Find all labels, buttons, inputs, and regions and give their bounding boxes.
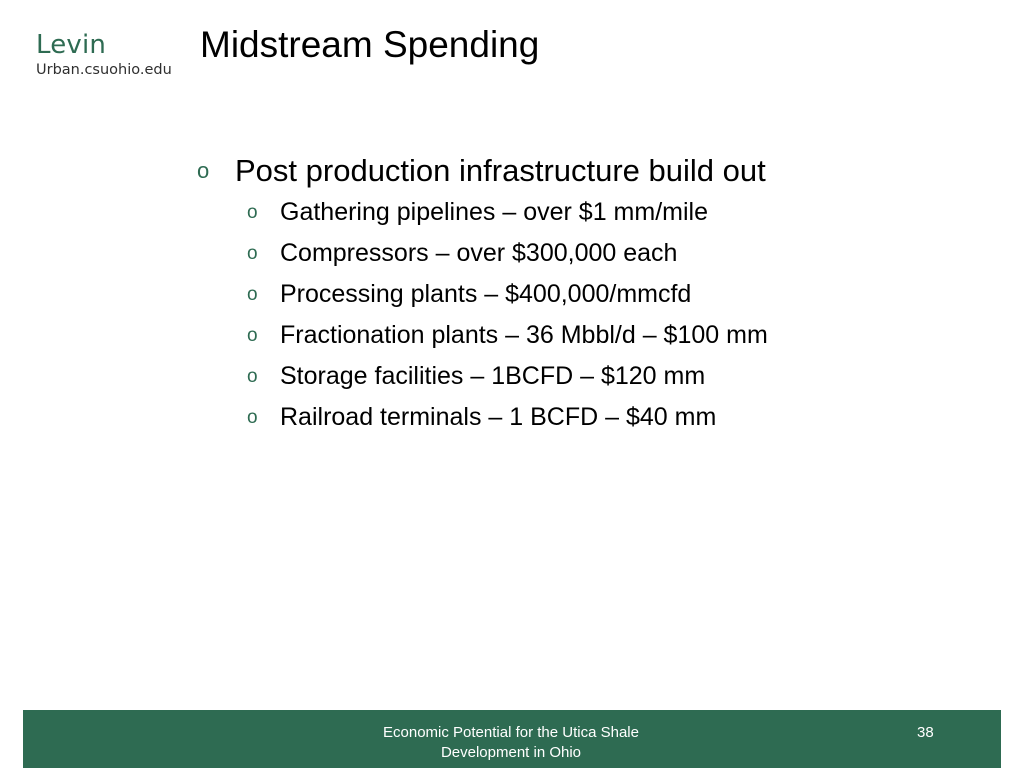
bullet-marker-icon: o: [247, 201, 258, 223]
sub-bullet-item: [247, 274, 768, 315]
sub-bullet-text: Compressors – over $300,000 each: [280, 239, 678, 267]
bullet-marker-icon: o: [247, 324, 258, 346]
sub-bullet-text: Fractionation plants – 36 Mbbl/d – $100 mm: [280, 321, 768, 349]
logo-url: Urban.csuohio.edu: [36, 62, 172, 78]
sub-bullet-item: [247, 397, 768, 438]
bullet-list: [197, 150, 768, 438]
bullet-marker-icon: o: [247, 242, 258, 264]
bullet-marker-icon: o: [247, 365, 258, 387]
main-bullet-item: [197, 150, 768, 438]
footer-title: Economic Potential for the Utica Shale Development in Ohio: [383, 724, 639, 761]
logo-name: Levin: [36, 30, 107, 60]
footer-bar: [23, 710, 1001, 768]
sub-bullet-text: Railroad terminals – 1 BCFD – $40 mm: [280, 403, 717, 431]
page-number: 38: [917, 724, 934, 741]
levin-logo: [36, 30, 172, 80]
sub-bullet-item: [247, 233, 768, 274]
bullet-marker-icon: o: [197, 158, 210, 183]
bullet-marker-icon: o: [247, 406, 258, 428]
sub-bullet-item: [247, 356, 768, 397]
sub-bullet-text: Gathering pipelines – over $1 mm/mile: [280, 198, 708, 226]
sub-bullet-text: Processing plants – $400,000/mmcfd: [280, 280, 692, 308]
sub-bullet-item: [247, 192, 768, 233]
bullet-marker-icon: o: [247, 283, 258, 305]
sub-bullet-list: [197, 192, 768, 438]
sub-bullet-item: [247, 315, 768, 356]
main-bullet-text: Post production infrastructure build out: [235, 153, 766, 188]
sub-bullet-text: Storage facilities – 1BCFD – $120 mm: [280, 362, 706, 390]
slide-title: Midstream Spending: [200, 24, 540, 65]
